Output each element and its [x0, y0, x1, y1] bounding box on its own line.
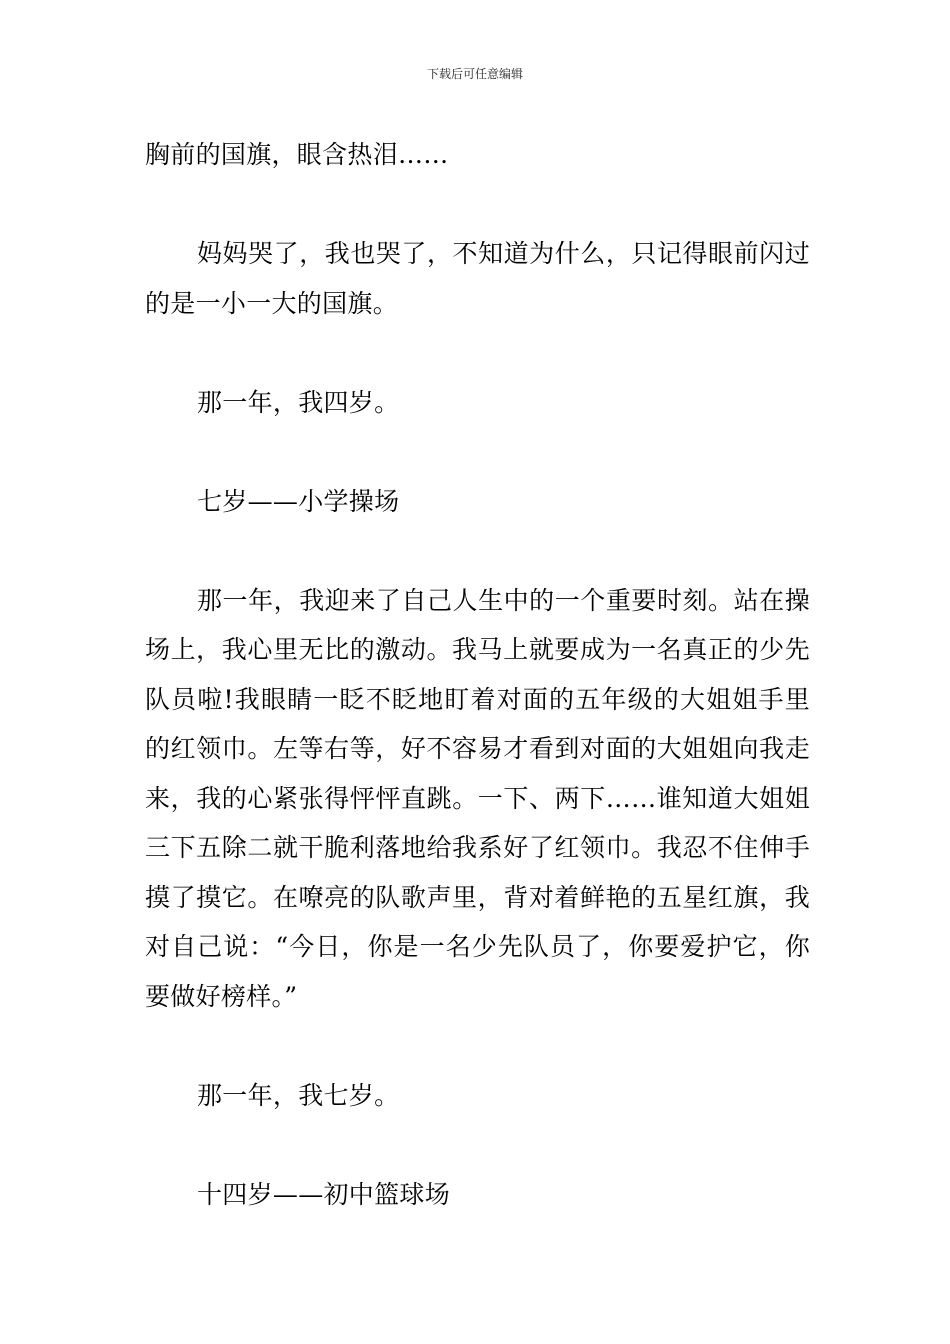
paragraph-spacer	[145, 328, 810, 378]
paragraph-3: 那一年，我四岁。	[197, 387, 400, 417]
document-body	[145, 130, 810, 1219]
paragraph-spacer	[145, 1120, 810, 1170]
section-heading-age-seven: 七岁——小学操场	[197, 486, 400, 516]
paragraph-6: 那一年，我七岁。	[197, 1080, 400, 1110]
paragraph-spacer	[145, 180, 810, 230]
page-header-note: 下载后可任意编辑	[426, 67, 523, 81]
paragraph-spacer	[145, 427, 810, 477]
paragraph-spacer	[145, 526, 810, 576]
paragraph-2: 妈妈哭了，我也哭了，不知道为什么，只记得眼前闪过的是一小一大的国旗。	[145, 239, 810, 318]
paragraph-1: 胸前的国旗，眼含热泪……	[145, 140, 449, 169]
paragraph-spacer	[145, 1021, 810, 1071]
paragraph-5: 那一年，我迎来了自己人生中的一个重要时刻。站在操场上，我心里无比的激动。我马上就要成为一名真正的少先队员啦!我眼睛一眨不眨地盯着对面的五年级的大姐姐手里的红领巾。左等右等，好不容易才看到对面的大姐姐向我走来，我的心紧张得怦怦直跳。一下、两下……谁知道大姐姐三下五除二就干脆利落地给我系好了红领巾。我忍不住伸手摸了摸它。在嘹亮的队歌声里，背对着鲜艳的五星红旗，我对自己说：“今日，你是一名少先队员了，你要爱护它，你要做好榜样。”	[145, 585, 810, 1011]
section-heading-age-fourteen: 十四岁——初中篮球场	[197, 1179, 451, 1209]
